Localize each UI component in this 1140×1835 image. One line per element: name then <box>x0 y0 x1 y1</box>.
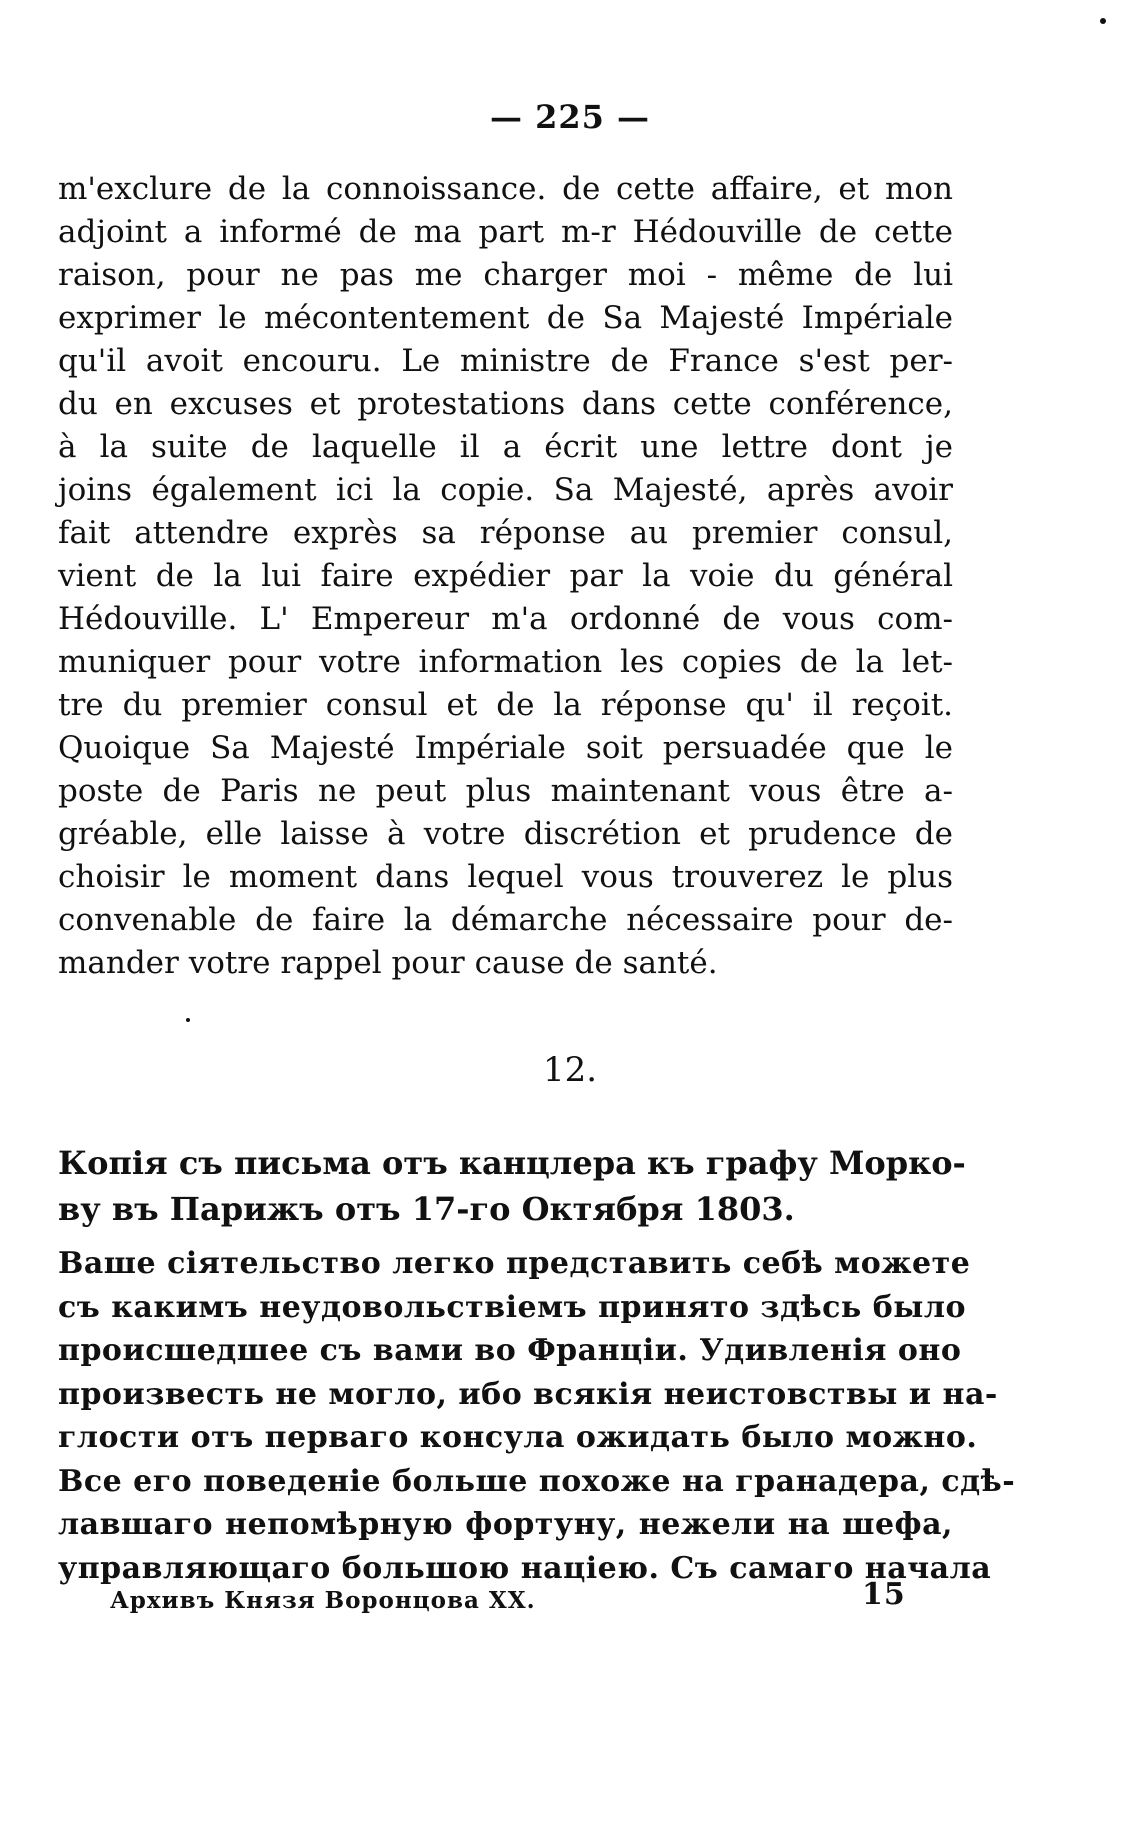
document-heading <box>58 1140 966 1232</box>
heading-line: Копія съ письма отъ канцлера къ графу Морко- <box>58 1144 966 1182</box>
text-line: Hédouville. L' Empereur m'a ordonné de vous com- <box>58 601 953 637</box>
speck-mark <box>186 1018 190 1022</box>
text-line: лавшаго непомѣрную фортуну, нежели на шефа, <box>58 1507 953 1542</box>
text-line: съ какимъ неудовольствіемъ принято здѣсь было <box>58 1289 966 1325</box>
text-line: convenable de faire la démarche nécessaire pour de- <box>58 902 953 938</box>
speck-mark <box>1100 18 1106 24</box>
text-line: gréable, elle laisse à votre discrétion et prudence de <box>58 816 953 852</box>
text-line: muniquer pour votre information les copies de la let- <box>58 644 953 680</box>
text-line: raison, pour ne pas me charger moi - même de lui <box>58 257 953 293</box>
text-line: du en excuses et protestations dans cette conférence, <box>58 386 953 422</box>
page-number: — 225 — <box>489 98 651 136</box>
archive-label: Архивъ Князя Воронцова XX. <box>110 1587 536 1614</box>
text-line: poste de Paris ne peut plus maintenant vous être a- <box>58 773 953 809</box>
text-line: m'exclure de la connoissance. de cette affaire, et mon <box>58 171 953 207</box>
text-line: vient de la lui faire expédier par la voie du général <box>58 558 953 594</box>
text-line: adjoint a informé de ma part m-r Hédouville de cette <box>58 214 953 250</box>
russian-letter-text <box>58 1242 1016 1590</box>
text-line: joins également ici la copie. Sa Majesté, après avoir <box>58 472 953 508</box>
text-line: tre du premier consul et de la réponse qu' il reçoit. <box>58 687 953 723</box>
text-line: qu'il avoit encouru. Le ministre de France s'est per- <box>58 343 953 379</box>
text-line: fait attendre exprès sa réponse au premier consul, <box>58 515 953 551</box>
text-line: происшедшее съ вами во Франціи. Удивленія оно <box>58 1333 962 1368</box>
section-number: 12. <box>542 1050 598 1090</box>
text-line: произвесть не могло, ибо всякія неистовствы и на- <box>58 1376 998 1412</box>
signature-number: 15 <box>862 1577 906 1612</box>
text-line: mander votre rappel pour cause de santé. <box>58 945 718 981</box>
text-line: exprimer le mécontentement de Sa Majesté Impériale <box>58 300 953 336</box>
heading-line: ву въ Парижъ отъ 17-го Октября 1803. <box>58 1190 795 1228</box>
text-line: choisir le moment dans lequel vous trouverez le plus <box>58 859 953 895</box>
text-line: Quoique Sa Majesté Impériale soit persuadée que le <box>58 730 953 766</box>
french-letter-text <box>58 168 953 985</box>
page-footer <box>110 1577 906 1614</box>
text-line: Ваше сіятельство легко представить себѣ можете <box>58 1246 971 1281</box>
text-line: управляющаго большою націею. Съ самаго начала <box>58 1550 992 1586</box>
text-line: глости отъ перваго консула ожидать было можно. <box>58 1420 978 1455</box>
text-line: à la suite de laquelle il a écrit une lettre dont je <box>58 429 953 465</box>
text-line: Все его поведеніе больше похоже на гранадера, сдѣ- <box>58 1463 1016 1499</box>
